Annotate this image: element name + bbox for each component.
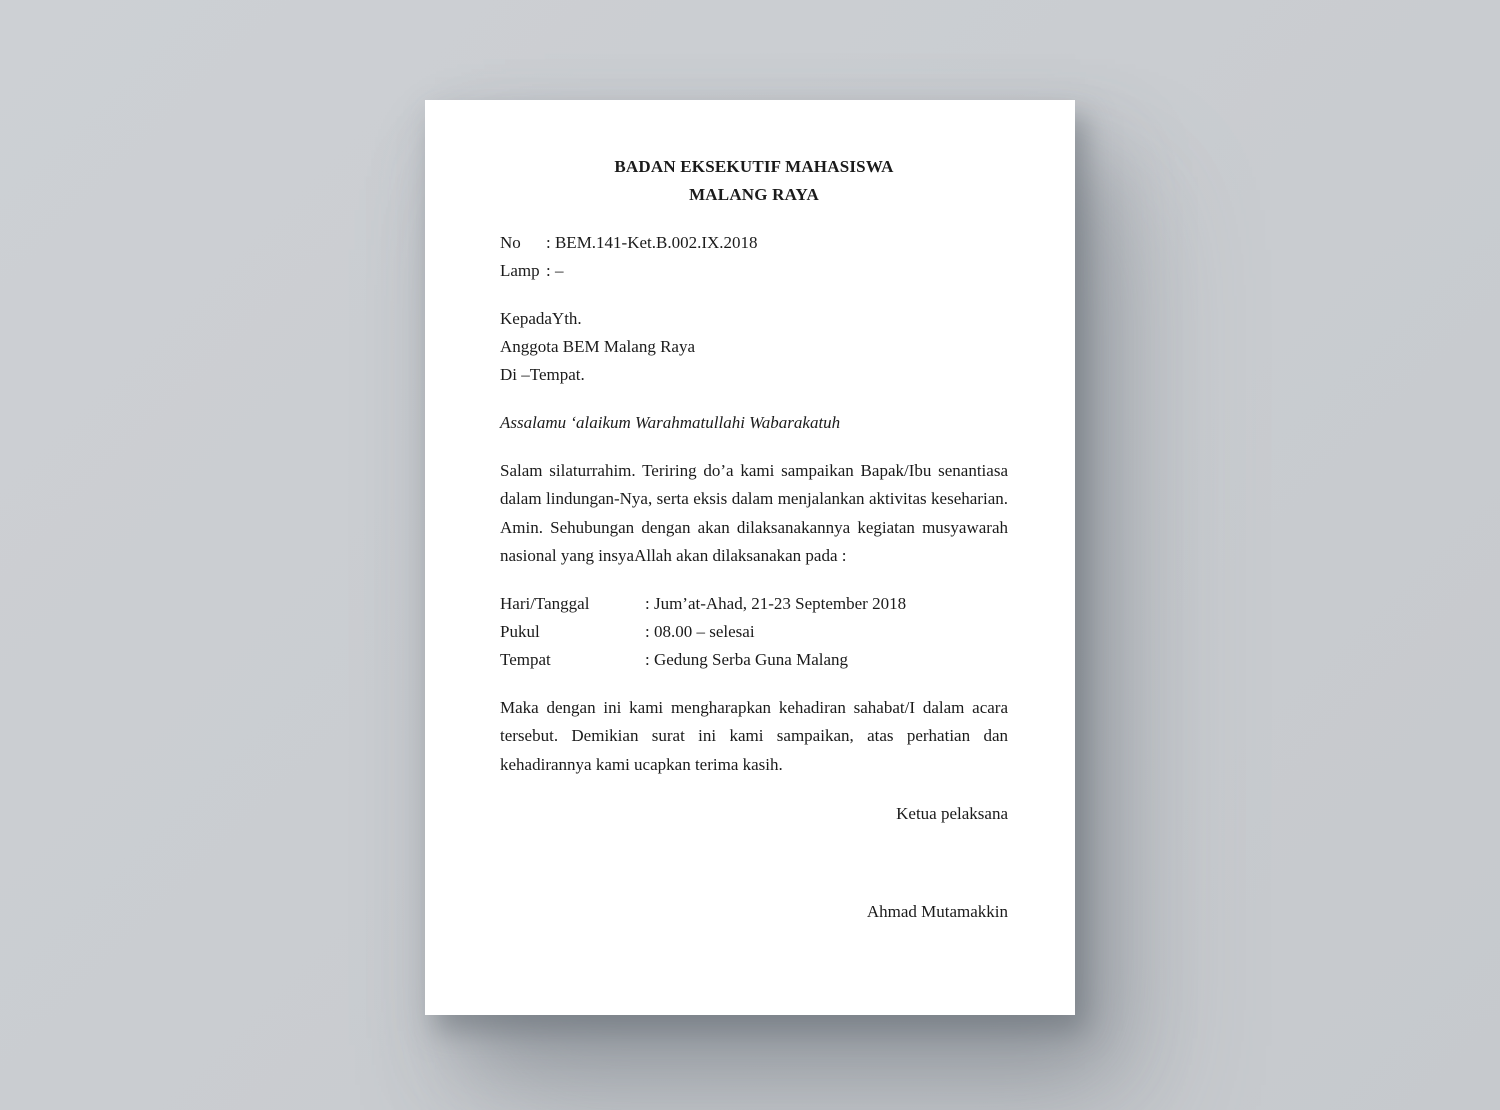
- detail-value-time: : 08.00 – selesai: [645, 622, 755, 642]
- detail-row-time: [500, 618, 1008, 646]
- meta-value-lamp: : –: [546, 261, 564, 280]
- letterhead: [500, 153, 1008, 209]
- meta-label-lamp: Lamp: [500, 261, 540, 280]
- detail-row-venue: [500, 646, 1008, 674]
- recipient-block: [500, 305, 1008, 389]
- signature-name: Ahmad Mutamakkin: [866, 902, 1008, 922]
- org-name-line1: BADAN EKSEKUTIF MAHASISWA: [614, 157, 894, 176]
- detail-label-date: Hari/Tanggal: [500, 594, 590, 614]
- recipient-line-place: Di –Tempat.: [500, 365, 585, 384]
- body-paragraph-1: Salam silaturrahim. Teriring do’a kami sampaikan Bapak/Ibu senantiasa dalam lindungan-Nya, serta eksis dalam menjalankan aktivitas keseharian. Amin. Sehubungan dengan akan dilaksanakannya kegiatan musyawarah nasional yang insyaAllah akan dilaksanakan pada :: [500, 461, 1008, 565]
- recipient-line-name: Anggota BEM Malang Raya: [500, 337, 695, 356]
- meta-row-number: [500, 229, 1008, 257]
- detail-label-time: Pukul: [500, 622, 540, 642]
- signature-role: Ketua pelaksana: [896, 804, 1008, 824]
- salutation: Assalamu ‘alaikum Warahmatullahi Wabarakatuh: [500, 413, 841, 432]
- detail-value-date: : Jum’at-Ahad, 21-23 September 2018: [645, 594, 907, 614]
- letter-meta: [500, 229, 1008, 285]
- meta-value-no: : BEM.141-Ket.B.002.IX.2018: [546, 233, 758, 252]
- detail-label-venue: Tempat: [500, 650, 551, 670]
- detail-value-venue: : Gedung Serba Guna Malang: [645, 650, 849, 670]
- detail-row-date: [500, 590, 1008, 618]
- meta-row-attachment: [500, 257, 1008, 285]
- body-paragraph-2: Maka dengan ini kami mengharapkan kehadiran sahabat/I dalam acara tersebut. Demikian surat ini kami sampaikan, atas perhatian dan kehadirannya kami ucapkan terima kasih.: [500, 698, 1008, 774]
- org-name-line2: MALANG RAYA: [689, 185, 819, 204]
- event-details: [500, 590, 1008, 674]
- meta-label-no: No: [500, 233, 521, 252]
- recipient-line-to: KepadaYth.: [500, 309, 582, 328]
- letter-page: [425, 100, 1075, 1015]
